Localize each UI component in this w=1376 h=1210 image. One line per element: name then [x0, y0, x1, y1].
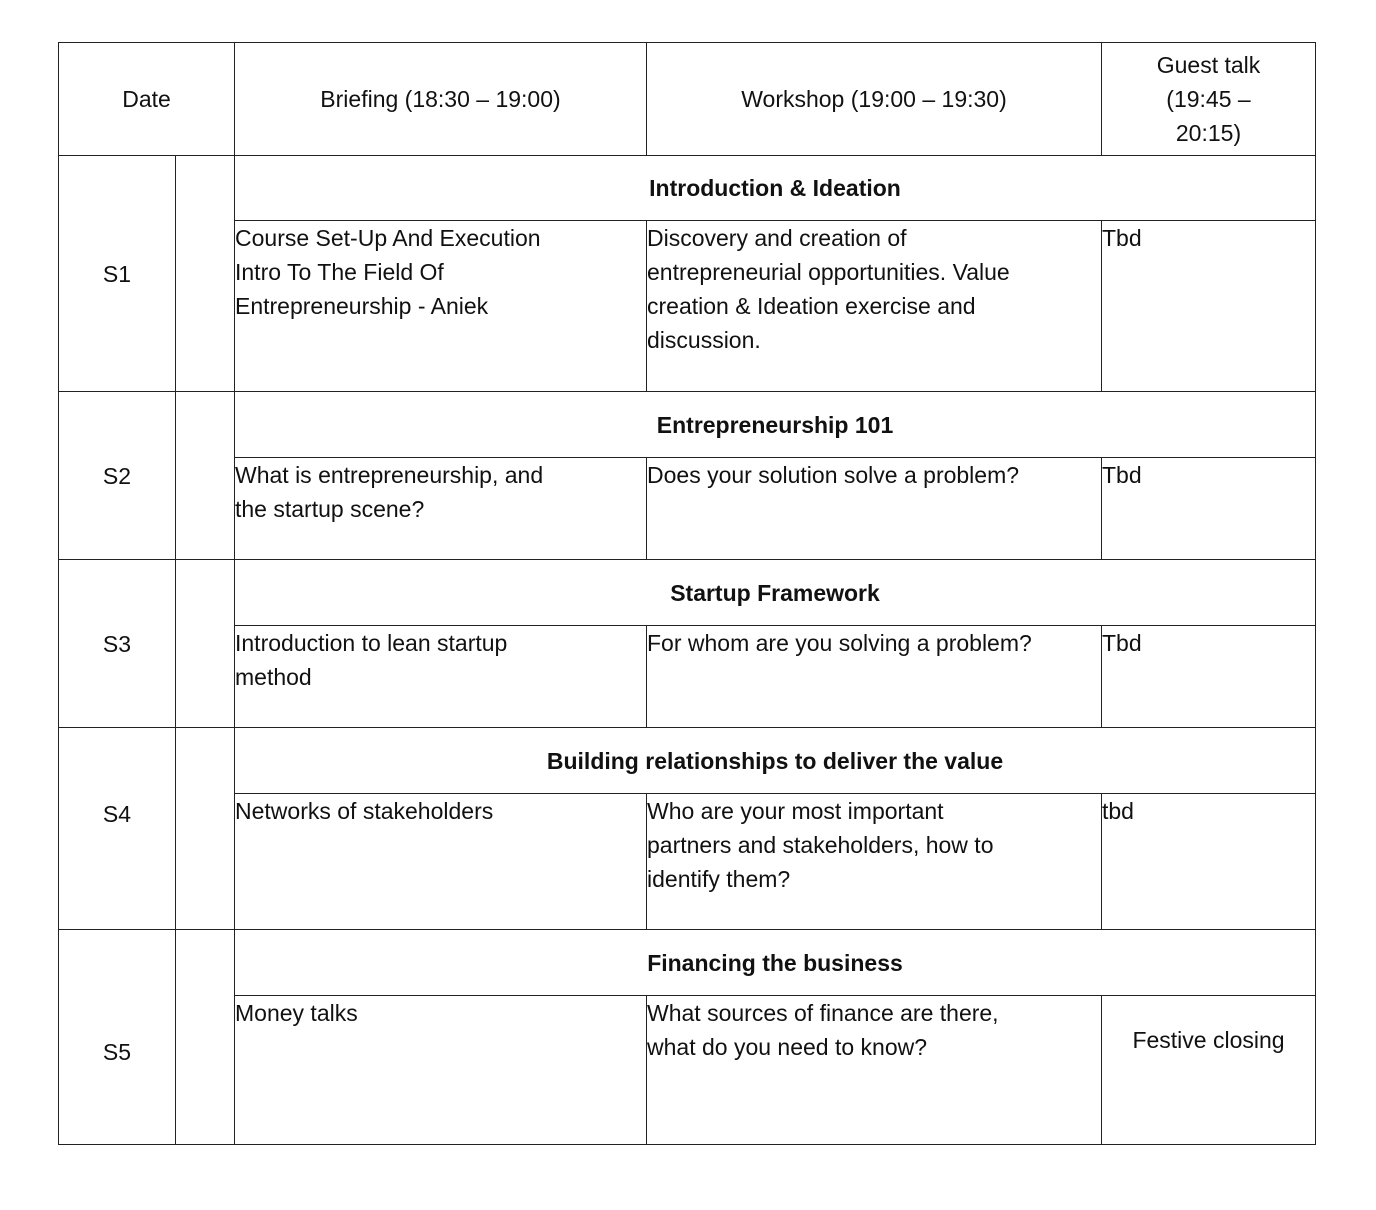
guest-cell: Tbd: [1102, 626, 1316, 728]
header-row: [59, 43, 1316, 156]
session-content-row: [59, 996, 1316, 1145]
header-workshop: Workshop (19:00 – 19:30): [647, 43, 1102, 156]
guest-cell: Tbd: [1102, 221, 1316, 392]
session-id: S3: [59, 560, 176, 728]
session-content-row: [59, 221, 1316, 392]
workshop-cell: For whom are you solving a problem?: [647, 626, 1102, 728]
date-cell: [176, 728, 235, 930]
workshop-cell: Discovery and creation of entrepreneurial opportunities. Value creation & Ideation exercise and discussion.: [647, 221, 1102, 392]
session-id: S1: [59, 156, 176, 392]
session-id: S4: [59, 728, 176, 930]
session-topic: Financing the business: [235, 930, 1316, 996]
session-id: S2: [59, 392, 176, 560]
workshop-cell: What sources of finance are there, what do you need to know?: [647, 996, 1102, 1145]
briefing-cell: Introduction to lean startup method: [235, 626, 647, 728]
session-topic-row: [59, 930, 1316, 996]
briefing-cell: What is entrepreneurship, and the startup scene?: [235, 458, 647, 560]
briefing-cell: Networks of stakeholders: [235, 794, 647, 930]
session-topic: Startup Framework: [235, 560, 1316, 626]
date-cell: [176, 156, 235, 392]
session-topic-row: [59, 156, 1316, 221]
date-cell: [176, 930, 235, 1145]
session-topic: Entrepreneurship 101: [235, 392, 1316, 458]
header-guest-talk: Guest talk (19:45 – 20:15): [1102, 43, 1316, 156]
session-topic-row: [59, 728, 1316, 794]
session-id: S5: [59, 930, 176, 1145]
session-content-row: [59, 626, 1316, 728]
briefing-cell: Course Set-Up And Execution Intro To The Field Of Entrepreneurship - Aniek: [235, 221, 647, 392]
guest-cell: Festive closing: [1102, 996, 1316, 1145]
workshop-cell: Who are your most important partners and stakeholders, how to identify them?: [647, 794, 1102, 930]
header-briefing: Briefing (18:30 – 19:00): [235, 43, 647, 156]
session-content-row: [59, 458, 1316, 560]
guest-cell: tbd: [1102, 794, 1316, 930]
briefing-cell: Money talks: [235, 996, 647, 1145]
session-topic-row: [59, 560, 1316, 626]
guest-cell: Tbd: [1102, 458, 1316, 560]
date-cell: [176, 392, 235, 560]
schedule-table: [58, 42, 1316, 1145]
date-cell: [176, 560, 235, 728]
session-content-row: [59, 794, 1316, 930]
header-date: Date: [59, 43, 235, 156]
session-topic: Introduction & Ideation: [235, 156, 1316, 221]
workshop-cell: Does your solution solve a problem?: [647, 458, 1102, 560]
session-topic-row: [59, 392, 1316, 458]
session-topic: Building relationships to deliver the value: [235, 728, 1316, 794]
